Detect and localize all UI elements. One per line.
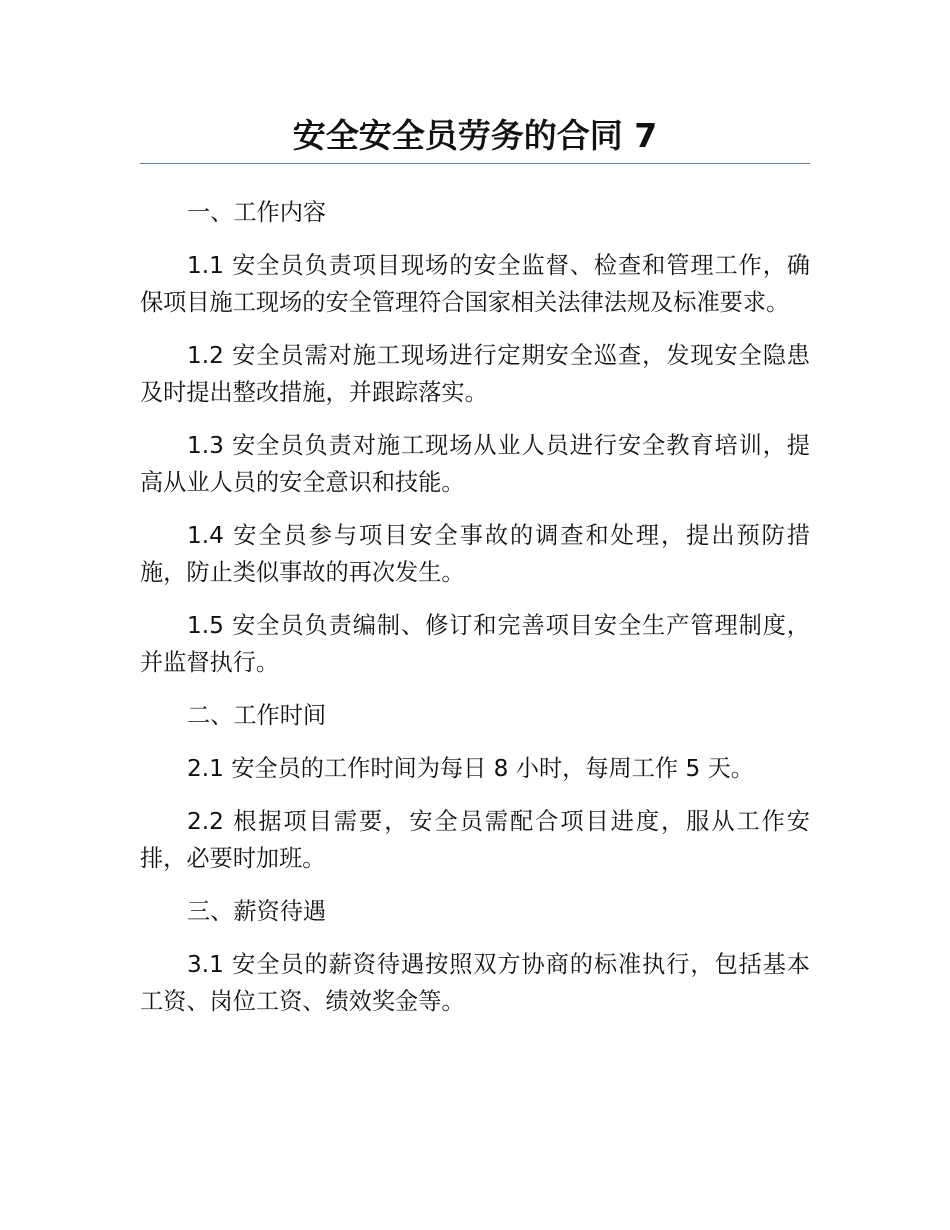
clause-2-2: 2.2 根据项目需要，安全员需配合项目进度，服从工作安排，必要时加班。: [140, 808, 810, 872]
clause-2-1: 2.1 安全员的工作时间为每日 8 小时，每周工作 5 天。: [187, 755, 754, 782]
section-heading-salary: 三、薪资待遇: [187, 898, 327, 925]
clause-1-3: 1.3 安全员负责对施工现场从业人员进行安全教育培训，提高从业人员的安全意识和技能。: [140, 432, 810, 496]
document-body: [140, 194, 810, 1036]
clause-1-2: 1.2 安全员需对施工现场进行定期安全巡查，发现安全隐患及时提出整改措施，并跟踪落实。: [140, 342, 810, 406]
document-title: 安全安全员劳务的合同 7: [292, 116, 658, 155]
title-underline: [140, 163, 810, 164]
clause-3-1: 3.1 安全员的薪资待遇按照双方协商的标准执行，包括基本工资、岗位工资、绩效奖金等。: [140, 951, 810, 1015]
clause-1-4: 1.4 安全员参与项目安全事故的调查和处理，提出预防措施，防止类似事故的再次发生。: [140, 522, 810, 586]
section-heading-work-content: 一、工作内容: [187, 199, 327, 226]
section-heading-work-time: 二、工作时间: [187, 702, 327, 729]
clause-1-5: 1.5 安全员负责编制、修订和完善项目安全生产管理制度，并监督执行。: [140, 612, 810, 676]
clause-1-1: 1.1 安全员负责项目现场的安全监督、检查和管理工作，确保项目施工现场的安全管理符合国家相关法律法规及标准要求。: [140, 252, 810, 316]
